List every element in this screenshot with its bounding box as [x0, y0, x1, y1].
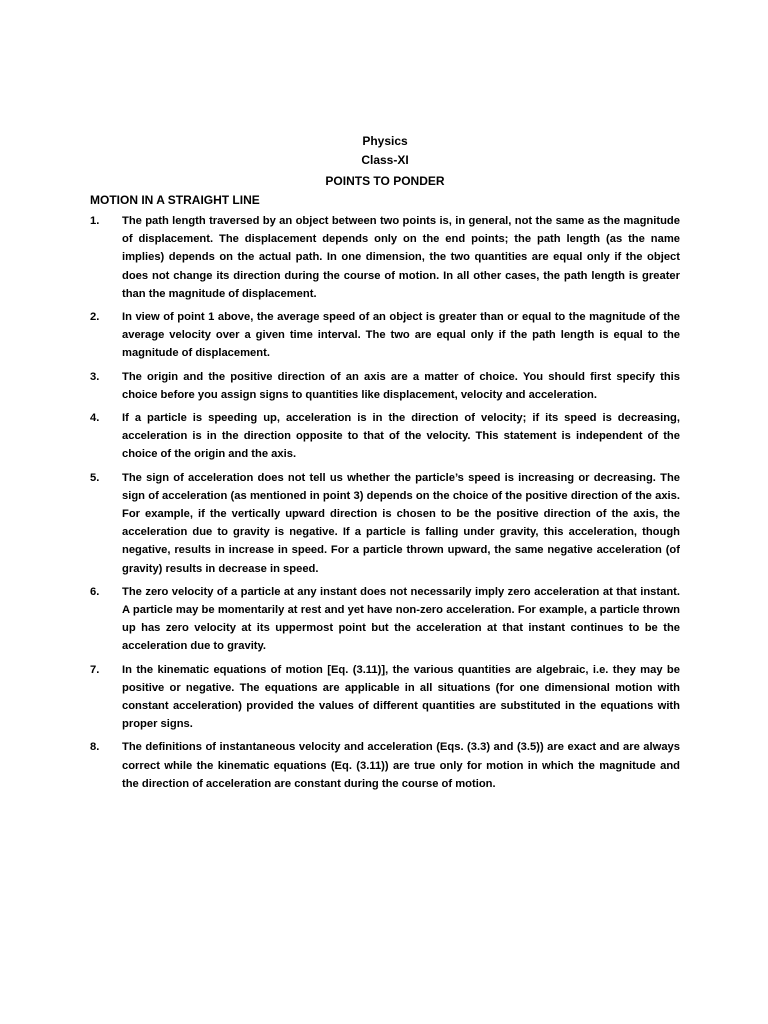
point-number: 5.: [90, 471, 100, 484]
point-item: [90, 409, 680, 464]
point-item: [90, 738, 680, 793]
point-number: 8.: [90, 741, 100, 754]
point-item: [90, 212, 680, 303]
point-number: 6.: [90, 585, 100, 598]
subject-title: Physics: [362, 134, 408, 148]
point-text: If a particle is speeding up, acceleration is in the direction of velocity; if its speed is decreasing, acceleration is in the direction opposite to that of the velocity. This statement is independent of the choice of the origin and the axis.: [122, 412, 680, 461]
point-item: [90, 368, 680, 404]
point-text: The sign of acceleration does not tell us whether the particle’s speed is increasing or decreasing. The sign of acceleration (as mentioned in point 3) depends on the choice of the positive direction of the axis. For example, if the vertically upward direction is chosen to be the positive direction of the axis, the acceleration due to gravity is negative. If a particle is falling under gravity, this acceleration, though negative, results in increase in speed. For a particle thrown upward, the same negative acceleration (of gravity) results in decrease in speed.: [122, 471, 680, 575]
class-label: Class-XI: [361, 153, 409, 167]
point-number: 7.: [90, 663, 100, 676]
point-item: [90, 661, 680, 734]
point-number: 2.: [90, 311, 100, 324]
point-number: 1.: [90, 215, 100, 227]
points-list: [90, 212, 680, 798]
section-heading: POINTS TO PONDER: [325, 174, 445, 188]
point-text: The zero velocity of a particle at any instant does not necessarily imply zero acceleration at that instant. A particle may be momentarily at rest and yet have non-zero acceleration. For example, a particle thrown up has zero velocity at its uppermost point but the acceleration at that instant continues to be the acceleration due to gravity.: [122, 585, 680, 653]
point-text: The origin and the positive direction of an axis are a matter of choice. You should first specify this choice before you assign signs to quantities like displacement, velocity and acceleration.: [122, 370, 680, 401]
point-number: 3.: [90, 370, 100, 383]
point-text: In the kinematic equations of motion [Eq. (3.11)], the various quantities are algebraic, i.e. they may be positive or negative. The equations are applicable in all situations (for one dimensional motion with constant acceleration) provided the values of different quantities are substituted in the equations with proper signs.: [122, 663, 680, 731]
point-item: [90, 583, 680, 656]
point-item: [90, 469, 680, 578]
point-text: In view of point 1 above, the average speed of an object is greater than or equal to the magnitude of the average velocity over a given time interval. The two are equal only if the path length is equal to the magnitude of displacement.: [122, 311, 680, 360]
point-text: The path length traversed by an object between two points is, in general, not the same as the magnitude of displacement. The displacement depends only on the end points; the path length (as the name implies) depends on the actual path. In one dimension, the two quantities are equal only if the object does not change its direction during the course of motion. In all other cases, the path length is greater than the magnitude of displacement.: [122, 215, 680, 300]
point-item: [90, 308, 680, 363]
point-text: The definitions of instantaneous velocity and acceleration (Eqs. (3.3) and (3.5)) are exact and are always correct while the kinematic equations (Eq. (3.11)) are true only for motion in which the magnitude and the direction of acceleration are constant during the course of motion.: [122, 741, 680, 790]
point-number: 4.: [90, 412, 100, 425]
chapter-title: MOTION IN A STRAIGHT LINE: [90, 193, 260, 207]
